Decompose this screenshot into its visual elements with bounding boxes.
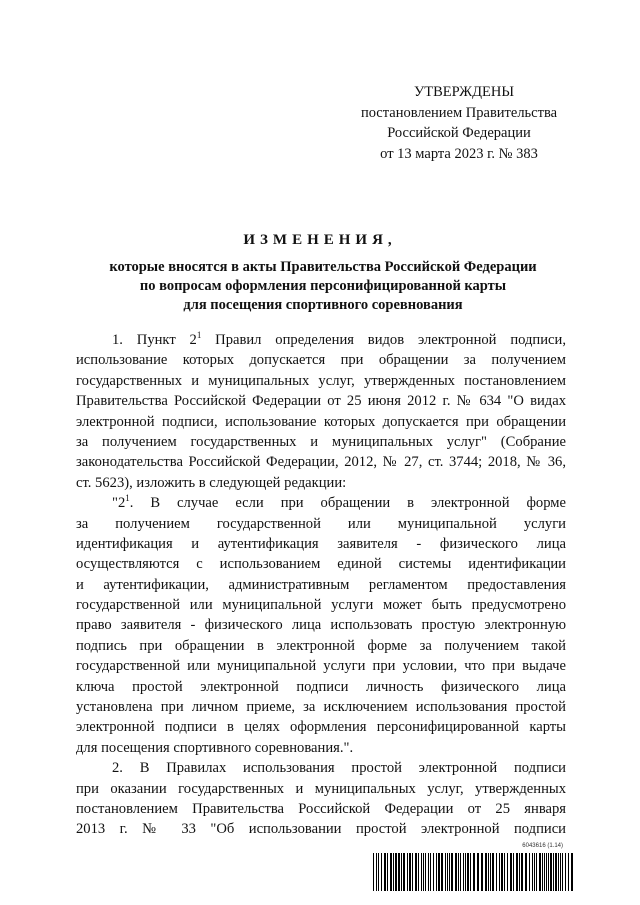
quoted-paragraph-line: идентификация и аутентификация заявителя - физического лица bbox=[76, 535, 566, 552]
paragraph-2-line: 2013 г. № 33 "Об использовании простой электронной подписи bbox=[76, 821, 566, 838]
barcode-image bbox=[373, 853, 573, 891]
quoted-paragraph-line: и аутентификации, административным регламентом предоставления bbox=[76, 576, 566, 593]
paragraph-1-line: государственных и муниципальных услуг, утвержденных постановлением bbox=[76, 372, 566, 389]
superscript: 1 bbox=[125, 493, 130, 504]
quoted-paragraph-line: осуществляются с использованием единой системы идентификации bbox=[76, 556, 566, 573]
quoted-paragraph-line: установлена при личном приеме, за исключением использования простой bbox=[76, 699, 566, 716]
approval-line: постановлением Правительства bbox=[360, 104, 558, 121]
quoted-paragraph-line: подпись при обращении в электронной форме за получением такой bbox=[76, 637, 566, 654]
approval-heading: УТВЕРЖДЕНЫ bbox=[413, 84, 515, 100]
paragraph-2-line: при оказании государственных и муниципальных услуг, утвержденных bbox=[76, 780, 566, 797]
quoted-paragraph-line: для посещения спортивного соревнования.". bbox=[76, 739, 354, 756]
paragraph-2-line: постановлением Правительства Российской Федерации от 25 января bbox=[76, 800, 566, 817]
subtitle-line: по вопросам оформления персонифицированной карты bbox=[139, 278, 507, 294]
subtitle-line: для посещения спортивного соревнования bbox=[183, 297, 463, 313]
paragraph-1-line: электронной подписи, использование которых допускается при обращении bbox=[76, 413, 566, 430]
document-body bbox=[76, 330, 566, 840]
quoted-paragraph-line: за получением государственной или муниципальной услуги bbox=[76, 515, 566, 532]
document-barcode bbox=[373, 843, 573, 891]
approval-date-line: от 13 марта 2023 г. № 383 bbox=[380, 145, 538, 162]
superscript: 1 bbox=[196, 330, 202, 340]
paragraph-1-line: ст. 5623), изложить в следующей редакции: bbox=[76, 474, 347, 491]
quoted-paragraph-line: государственной или муниципальной услуги при условии, что при выдаче bbox=[76, 658, 566, 675]
approval-line: Российской Федерации bbox=[387, 125, 531, 141]
quoted-paragraph-line: электронной подписи в целях оформления персонифицированной карты bbox=[76, 719, 566, 736]
approval-block bbox=[340, 82, 578, 164]
paragraph-1-first-line bbox=[76, 330, 566, 350]
paragraph-2-first-line: 2. В Правилах использования простой электронной подписи bbox=[112, 760, 566, 777]
clause-number: 1. Пункт 2 bbox=[112, 332, 197, 348]
paragraph-1-line: за получением государственных и муниципальных услуг" (Собрание bbox=[76, 433, 566, 450]
quoted-paragraph-line: ключа простой электронной подписи личность физического лица bbox=[76, 678, 566, 695]
subtitle-line: которые вносятся в акты Правительства Российской Федерации bbox=[109, 259, 537, 275]
quoted-paragraph-line: государственной или муниципальной услуги может быть предусмотрено bbox=[76, 597, 566, 614]
paragraph-1-line: Правительства Российской Федерации от 25 июня 2012 г. № 634 "О видах bbox=[76, 393, 566, 410]
paragraph-text: Правил определения видов электронной подписи, bbox=[201, 332, 566, 348]
quoted-paragraph-first-line bbox=[76, 493, 566, 513]
document-title: ИЗМЕНЕНИЯ, bbox=[243, 232, 397, 248]
paragraph-1-line: законодательства Российской Федерации, 2012, № 27, ст. 3744; 2018, № 36, bbox=[76, 454, 566, 471]
clause-number: "2 bbox=[112, 495, 126, 512]
paragraph-1-line: использование которых допускается при обращении за получением bbox=[76, 352, 566, 369]
paragraph-text: . В случае если при обращении в электронной форме bbox=[129, 495, 566, 512]
barcode-label: 6043616 (1.14) bbox=[522, 843, 563, 849]
quoted-paragraph-line: право заявителя - физического лица использовать простую электронную bbox=[76, 617, 566, 634]
document-subtitle bbox=[80, 258, 566, 315]
